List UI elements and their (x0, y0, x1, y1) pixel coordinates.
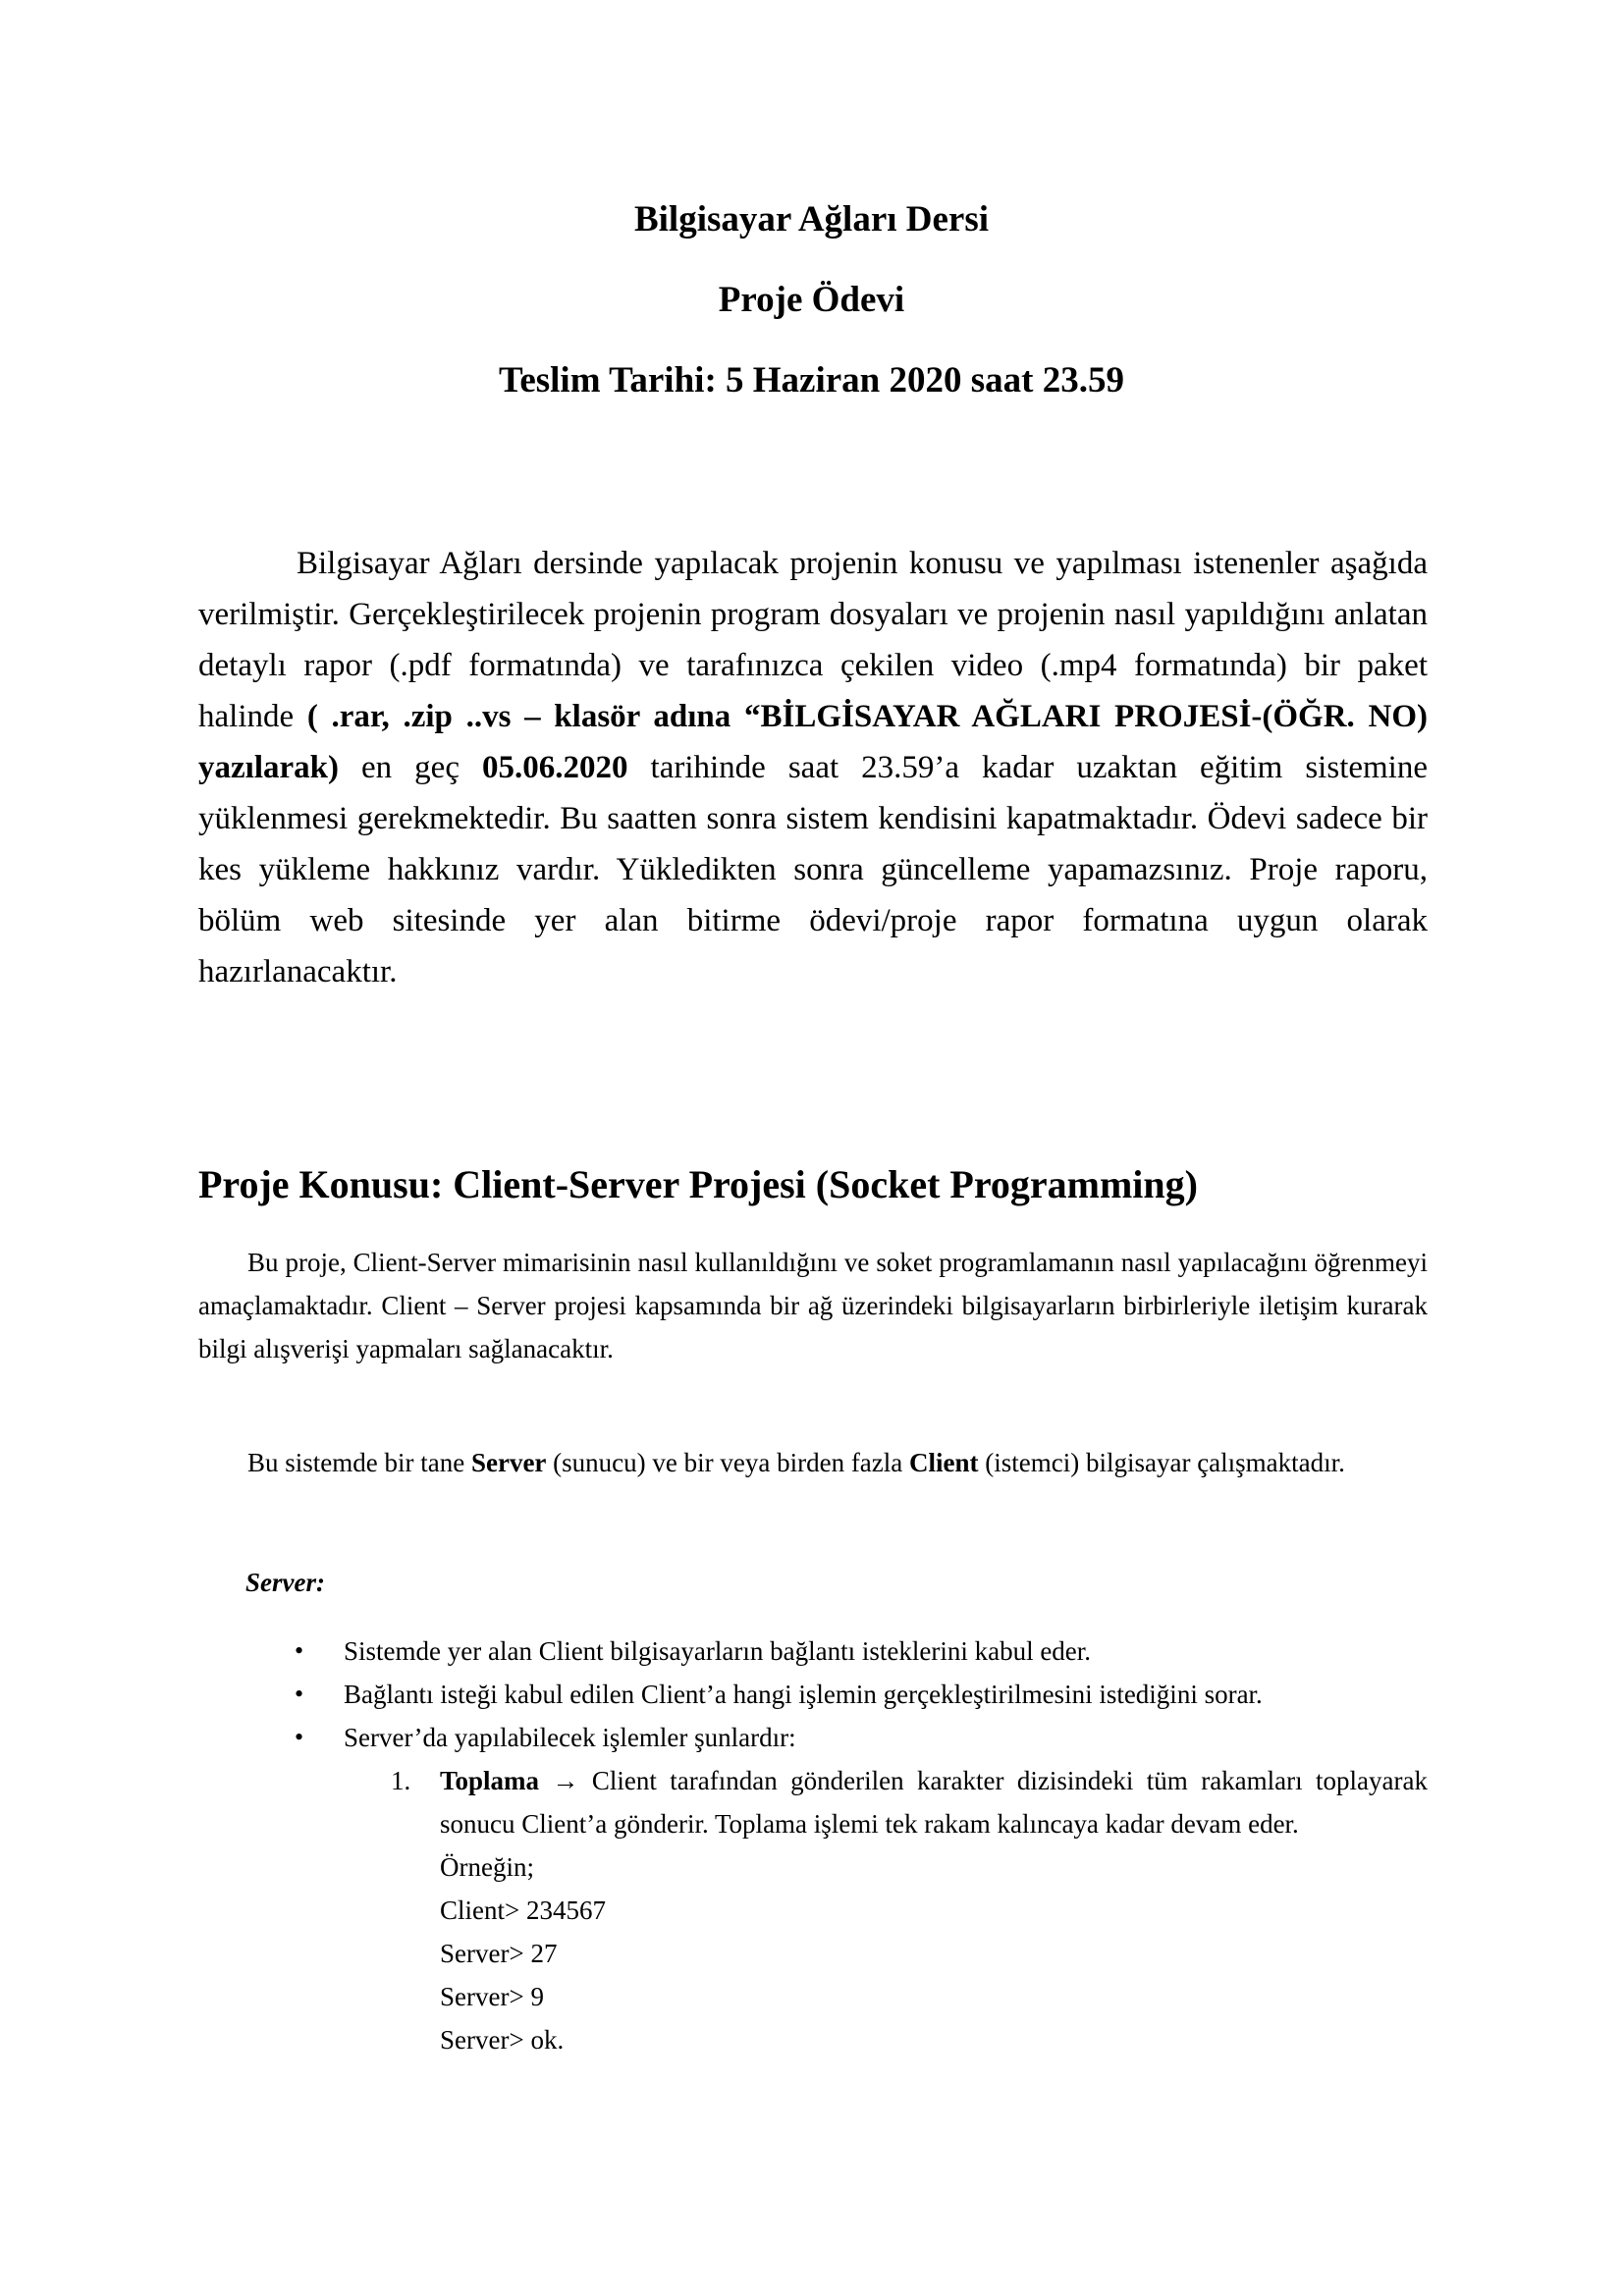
example-line: Server> ok. (440, 2025, 565, 2055)
para2-text-c: (istemci) bilgisayar çalışmaktadır. (978, 1448, 1345, 1477)
para2-server: Server (470, 1448, 547, 1477)
bullet-icon: • (295, 1636, 304, 1665)
assignment-title: Proje Ödevi (718, 280, 905, 320)
bullet-icon: • (295, 1723, 304, 1751)
example-line: Client> 234567 (440, 1896, 606, 1925)
example-intro: Örneğin; (440, 1852, 534, 1882)
para2-text-a: Bu sistemde bir tane (247, 1448, 471, 1477)
section-paragraph-1 (198, 1241, 1428, 1370)
deadline: Teslim Tarihi: 5 Haziran 2020 saat 23.59 (499, 360, 1124, 400)
operation-name: Toplama (440, 1766, 540, 1795)
server-label: Server: (245, 1568, 325, 1597)
para2-client: Client (909, 1448, 979, 1477)
bullet-text: Bağlantı isteği kabul edilen Client’a hangi işlemin gerçekleştirilmesini istediğini sorar. (344, 1680, 1263, 1709)
example-line: Server> 27 (440, 1939, 558, 1968)
operations-list (344, 1759, 1428, 2061)
section-paragraph-2 (198, 1441, 1428, 1484)
section-heading: Proje Konusu: Client-Server Projesi (Socket Programming) (198, 1162, 1198, 1206)
para2-text-b: (sunucu) ve bir veya birden fazla (546, 1448, 910, 1477)
bullet-text: Server’da yapılabilecek işlemler şunlardır: (344, 1723, 796, 1752)
intro-text-1: Bilgisayar Ağları dersinde yapılacak projenin konusu ve yapılması istenenler aşağıda verilmiştir. Gerçekleştirilecek projenin program dosyaları ve projenin nasıl yapıldığını anlatan detaylı rapor (.pdf formatında) ve tarafınızca çekilen video (.mp4 formatında) bir paket halinde (198, 546, 1428, 734)
server-bullet-list (198, 1629, 1428, 2061)
intro-paragraph (198, 538, 1428, 997)
bullet-item (198, 1673, 1428, 1716)
section-paragraph-1-text: Bu proje, Client-Server mimarisinin nasıl kullanıldığını ve soket programlamanın nasıl yapılacağını öğrenmeyi amaçlamaktadır. Client – Server projesi kapsamında bir ağ üzerindeki bilgisayarların birbirleriyle iletişim kurarak bilgi alışverişi yapmaları sağlanacaktır. (198, 1248, 1428, 1363)
intro-bold-2: 05.06.2020 (482, 750, 628, 785)
operation-number: 1. (391, 1766, 411, 1795)
bullet-item (198, 1716, 1428, 2061)
intro-bold-1: ( .rar, .zip ..vs – klasör adına “BİLGİSAYAR AĞLARI PROJESİ-(ÖĞR. NO) yazılarak) (198, 699, 1428, 785)
intro-text-2: en geç (338, 750, 482, 785)
bullet-text: Sistemde yer alan Client bilgisayarların bağlantı isteklerini kabul eder. (344, 1636, 1092, 1666)
course-title: Bilgisayar Ağları Dersi (633, 199, 990, 240)
example-line: Server> 9 (440, 1982, 544, 2011)
operation-description: Client tarafından gönderilen karakter dizisindeki tüm rakamları toplayarak sonucu Client’a gönderir. Toplama işlemi tek rakam kalıncaya kadar devam eder. (440, 1766, 1429, 1839)
operation-item (344, 1759, 1428, 2061)
bullet-icon: • (295, 1680, 304, 1708)
bullet-item (198, 1629, 1428, 1673)
arrow-right-icon: → (552, 1766, 579, 1795)
intro-text-3: tarihinde saat 23.59’a kadar uzaktan eğitim sistemine yüklenmesi gerekmektedir. Bu saatten sonra sistem kendisini kapatmaktadır. Ödevi sadece bir kes yükleme hakkınız vardır. Yükledikten sonra güncelleme yapamazsınız. Proje raporu, bölüm web sitesinde yer alan bitirme ödevi/proje rapor formatına uygun olarak hazırlanacaktır. (198, 750, 1428, 989)
